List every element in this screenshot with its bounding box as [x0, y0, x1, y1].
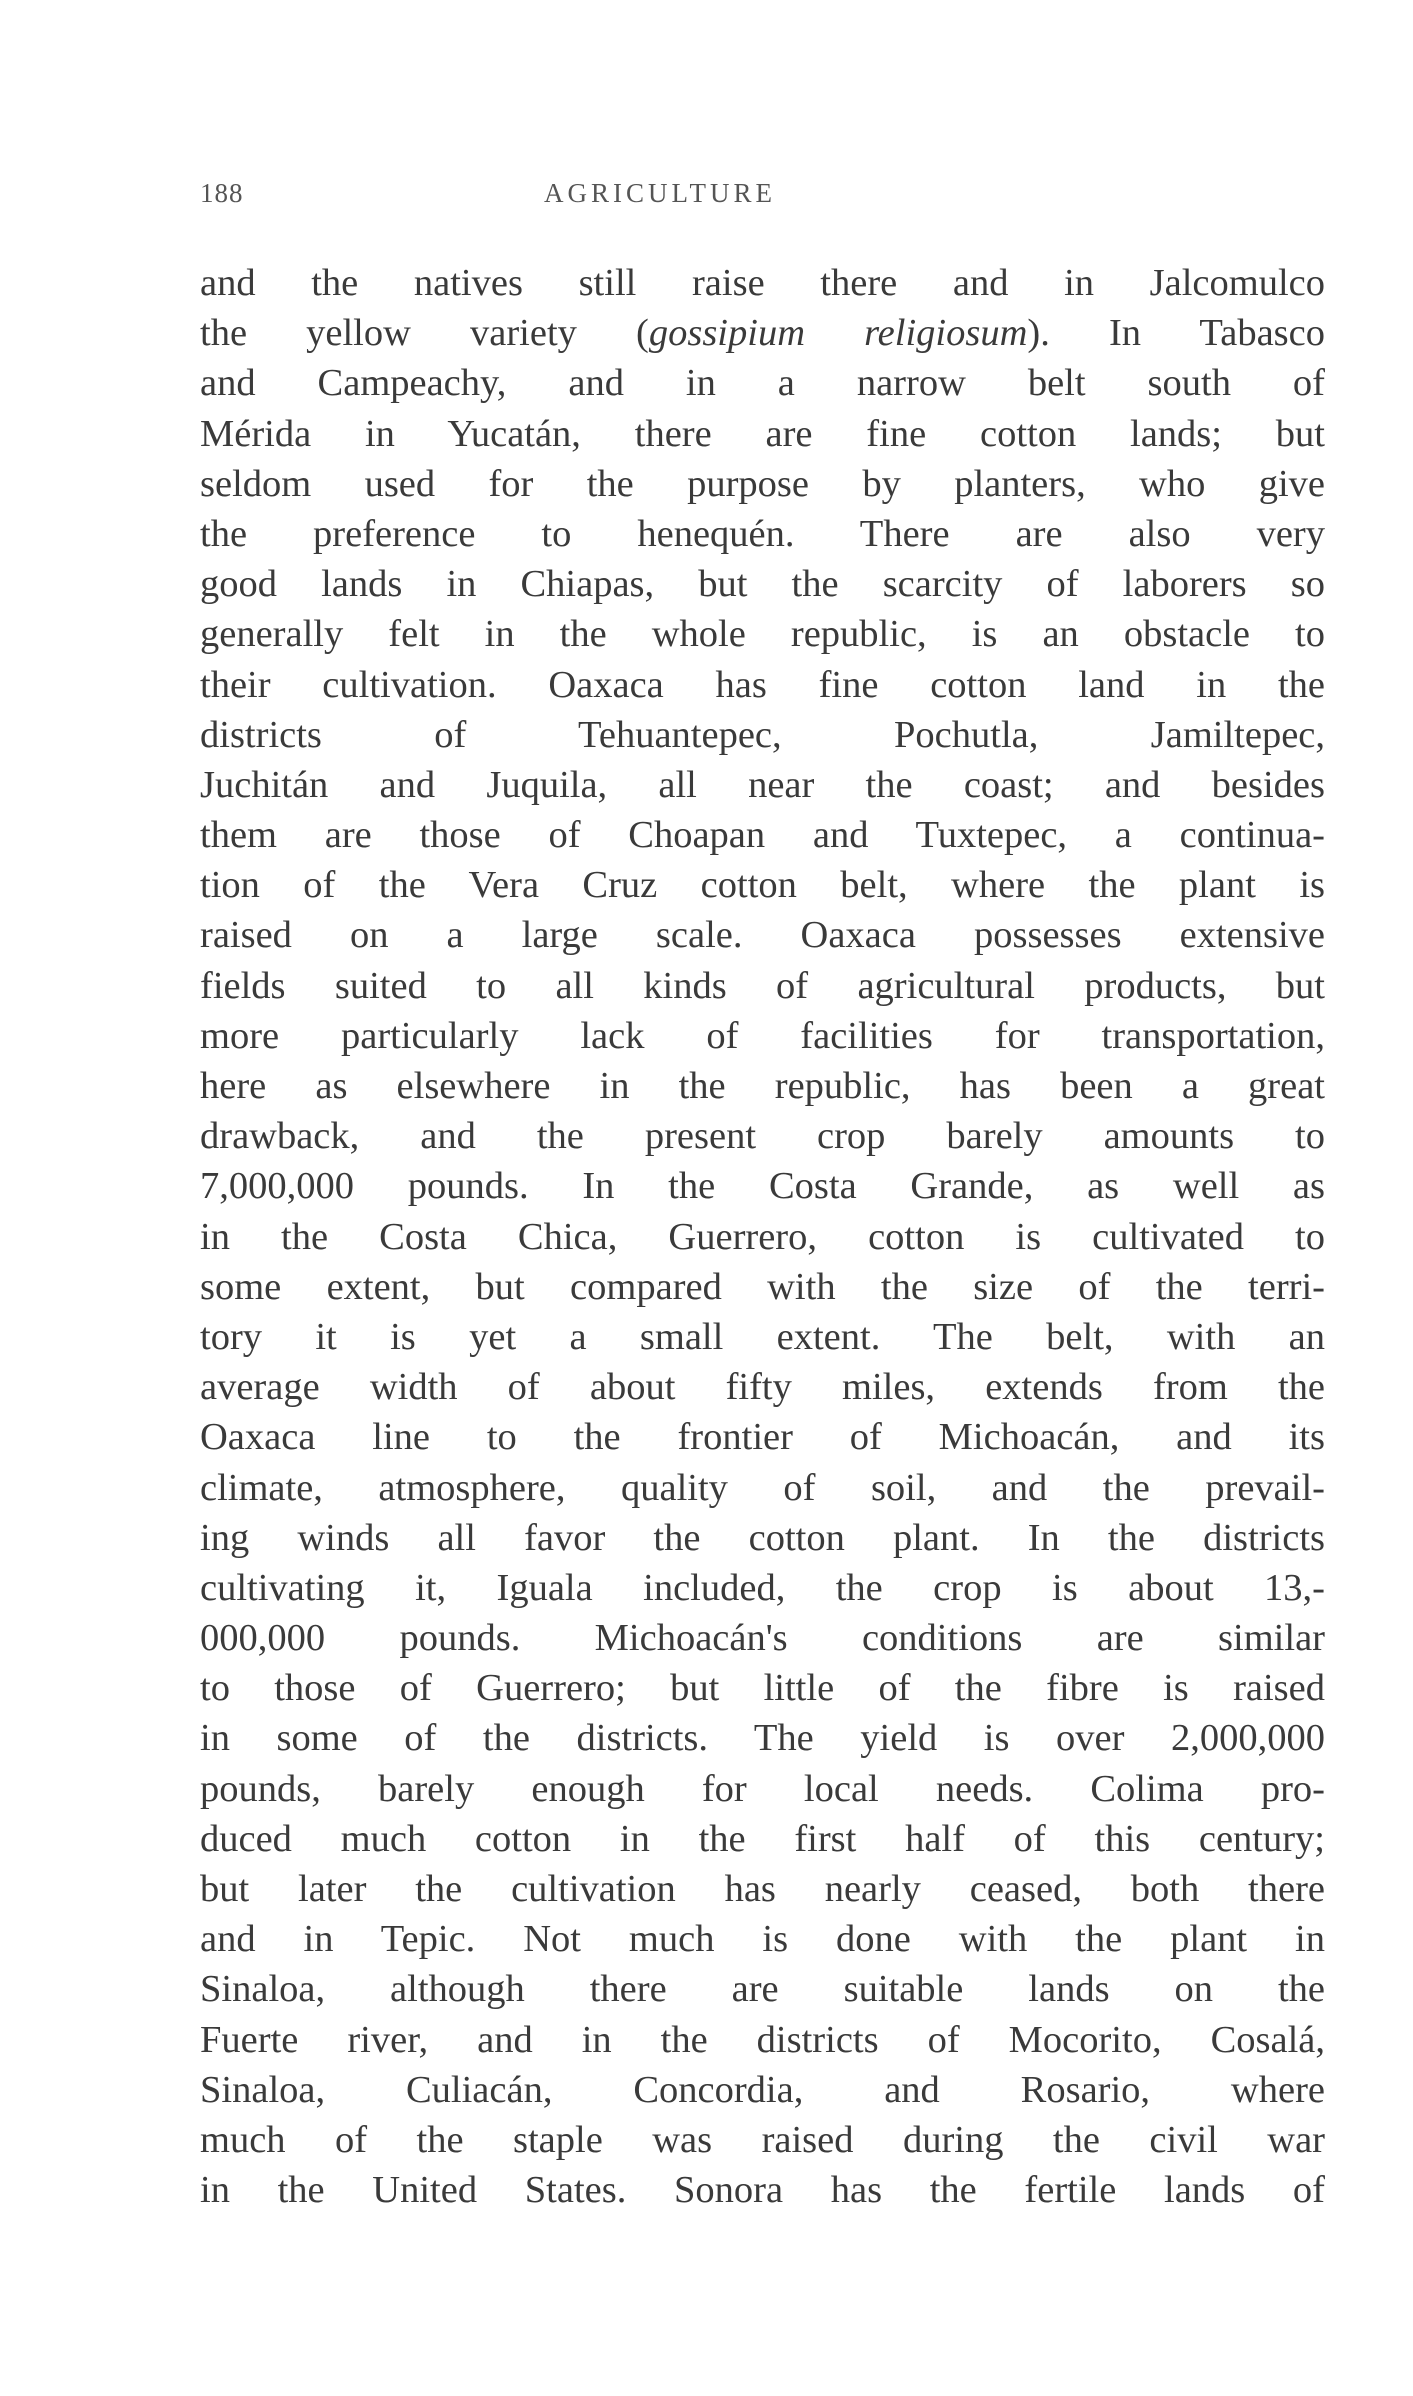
text-line: generally felt in the whole republic, is an obstacle to — [200, 613, 1325, 656]
text-line: districts of Tehuantepec, Pochutla, Jamiltepec, — [200, 713, 1325, 756]
text-line: raised on a large scale. Oaxaca possesses extensive — [200, 914, 1325, 957]
text-line: 7,000,000 pounds. In the Costa Grande, as well as — [200, 1165, 1325, 1208]
text-line: cultivating it, Iguala included, the crop is about 13,- — [200, 1566, 1325, 1609]
text-line — [200, 308, 1325, 358]
text-line: to those of Guerrero; but little of the fibre is raised — [200, 1667, 1325, 1710]
text-fragment: the yellow variety ( — [200, 312, 649, 355]
text-line: in the United States. Sonora has the fertile lands of — [200, 2169, 1325, 2212]
text-line: Oaxaca line to the frontier of Michoacán, and its — [200, 1416, 1325, 1459]
text-line: average width of about fifty miles, extends from the — [200, 1366, 1325, 1409]
text-fragment: ). In Tabasco — [1027, 312, 1325, 355]
running-head — [200, 178, 1325, 218]
text-line: good lands in Chiapas, but the scarcity of laborers so — [200, 563, 1325, 606]
text-line: in the Costa Chica, Guerrero, cotton is cultivated to — [200, 1215, 1325, 1258]
text-line: Juchitán and Juquila, all near the coast; and besides — [200, 763, 1325, 806]
text-line: Fuerte river, and in the districts of Mocorito, Cosalá, — [200, 2018, 1325, 2061]
text-line: pounds, barely enough for local needs. Colima pro- — [200, 1767, 1325, 1810]
text-line: seldom used for the purpose by planters, who give — [200, 462, 1325, 505]
text-line: the preference to henequén. There are also very — [200, 512, 1325, 555]
text-line: and in Tepic. Not much is done with the plant in — [200, 1918, 1325, 1961]
text-line: tion of the Vera Cruz cotton belt, where the plant is — [200, 864, 1325, 907]
text-line: here as elsewhere in the republic, has been a great — [200, 1065, 1325, 1107]
text-line: more particularly lack of facilities for transportation, — [200, 1014, 1325, 1057]
text-line: fields suited to all kinds of agricultural products, but — [200, 964, 1325, 1007]
text-line: but later the cultivation has nearly ceased, both there — [200, 1868, 1325, 1910]
text-line: in some of the districts. The yield is over 2,000,000 — [200, 1717, 1325, 1760]
text-line: drawback, and the present crop barely amounts to — [200, 1115, 1325, 1158]
text-line: ing winds all favor the cotton plant. In the districts — [200, 1516, 1325, 1559]
text-line: tory it is yet a small extent. The belt, with an — [200, 1315, 1325, 1358]
species-name: gossipium religiosum — [648, 312, 1028, 355]
text-line: Sinaloa, Culiacán, Concordia, and Rosario, where — [200, 2068, 1325, 2111]
text-line: Mérida in Yucatán, there are fine cotton lands; but — [200, 412, 1325, 455]
running-title: AGRICULTURE — [544, 178, 777, 208]
text-line: Sinaloa, although there are suitable lands on the — [200, 1968, 1325, 2011]
text-line: and Campeachy, and in a narrow belt south of — [200, 362, 1325, 405]
text-line: 000,000 pounds. Michoacán's conditions are similar — [200, 1617, 1325, 1660]
text-line: some extent, but compared with the size of the terri- — [200, 1265, 1325, 1308]
body-paragraph — [200, 258, 1325, 2215]
text-line: them are those of Choapan and Tuxtepec, a continua- — [200, 814, 1325, 857]
text-line: climate, atmosphere, quality of soil, and the prevail- — [200, 1466, 1325, 1509]
text-line: their cultivation. Oaxaca has fine cotton land in the — [200, 663, 1325, 706]
text-line: and the natives still raise there and in Jalcomulco — [200, 262, 1325, 304]
text-line: much of the staple was raised during the civil war — [200, 2118, 1325, 2161]
text-line: duced much cotton in the first half of this century; — [200, 1817, 1325, 1860]
page-number: 188 — [200, 178, 244, 208]
